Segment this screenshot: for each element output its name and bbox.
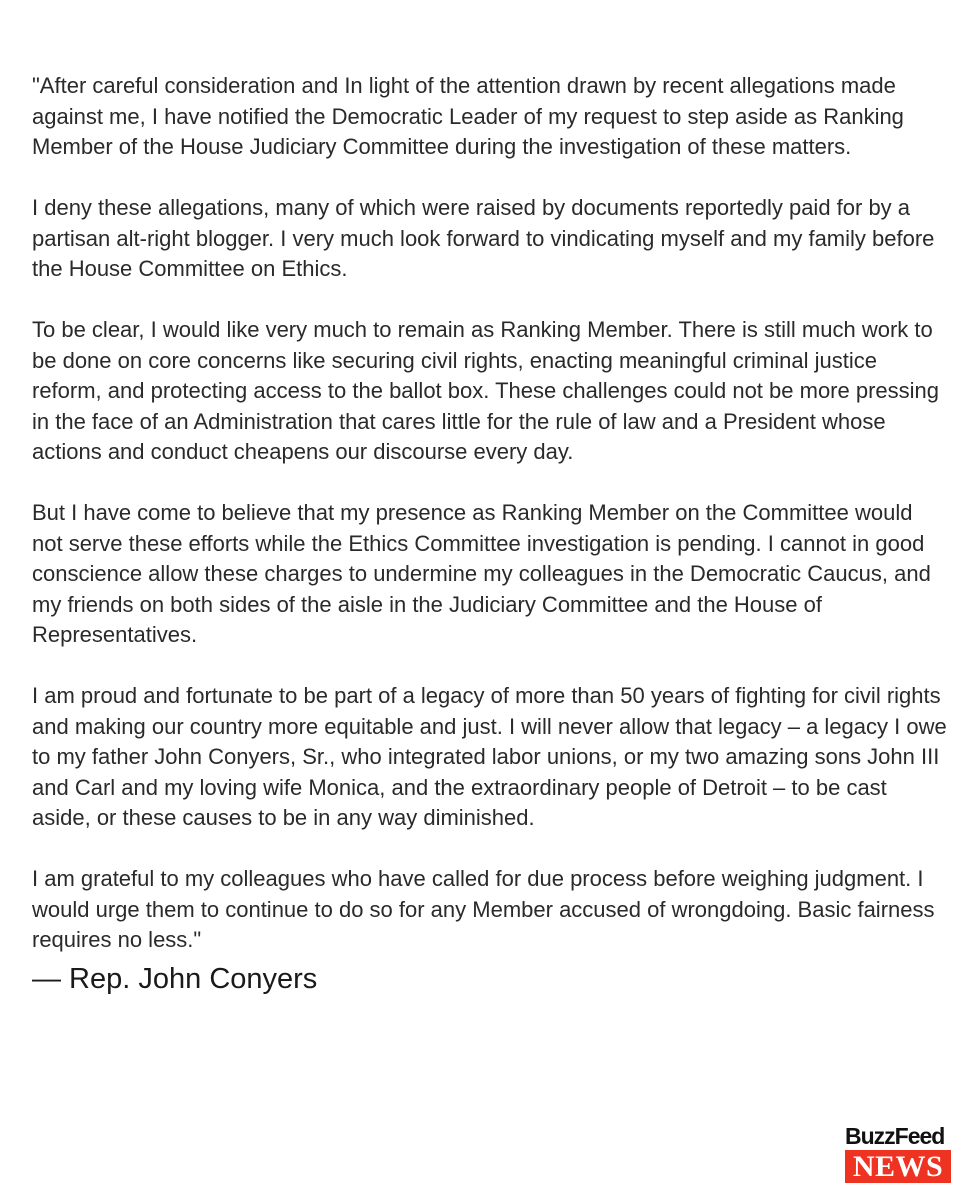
statement-paragraph: "After careful consideration and In light of the attention drawn by recent allegations made against me, I have notified the Democratic Leader of my request to step aside as Ranking Member of the House Judiciary Committee during the investigation of these matters. (32, 73, 904, 159)
statement-paragraph: I am grateful to my colleagues who have called for due process before weighing judgment. I would urge them to continue to do so for any Member accused of wrongdoing. Basic fairness requires no less." (32, 866, 935, 952)
statement-body (32, 71, 947, 956)
logo-wordmark-bottom: NEWS (845, 1150, 951, 1183)
logo-wordmark-top: BuzzFeed (845, 1123, 945, 1149)
statement-paragraph: I am proud and fortunate to be part of a legacy of more than 50 years of fighting for civil rights and making our country more equitable and just. I will never allow that legacy – a legacy I owe to my father John Conyers, Sr., who integrated labor unions, or my two amazing sons John III and Carl and my loving wife Monica, and the extraordinary people of Detroit – to be cast aside, or these causes to be in any way diminished. (32, 683, 947, 830)
statement-paragraph: But I have come to believe that my presence as Ranking Member on the Committee would not serve these efforts while the Ethics Committee investigation is pending. I cannot in good conscience allow these charges to undermine my colleagues in the Democratic Caucus, and my friends on both sides of the aisle in the Judiciary Committee and the House of Representatives. (32, 500, 931, 647)
statement-paragraph: To be clear, I would like very much to remain as Ranking Member. There is still much work to be done on core concerns like securing civil rights, enacting meaningful criminal justice reform, and protecting access to the ballot box. These challenges could not be more pressing in the face of an Administration that cares little for the rule of law and a President whose actions and conduct cheapens our discourse every day. (32, 317, 940, 464)
buzzfeed-news-logo (845, 1124, 955, 1183)
statement-paragraph: I deny these allegations, many of which were raised by documents reportedly paid for by a partisan alt-right blogger. I very much look forward to vindicating myself and my family before the House Committee on Ethics. (32, 195, 935, 281)
statement-attribution: — Rep. John Conyers (32, 963, 318, 995)
